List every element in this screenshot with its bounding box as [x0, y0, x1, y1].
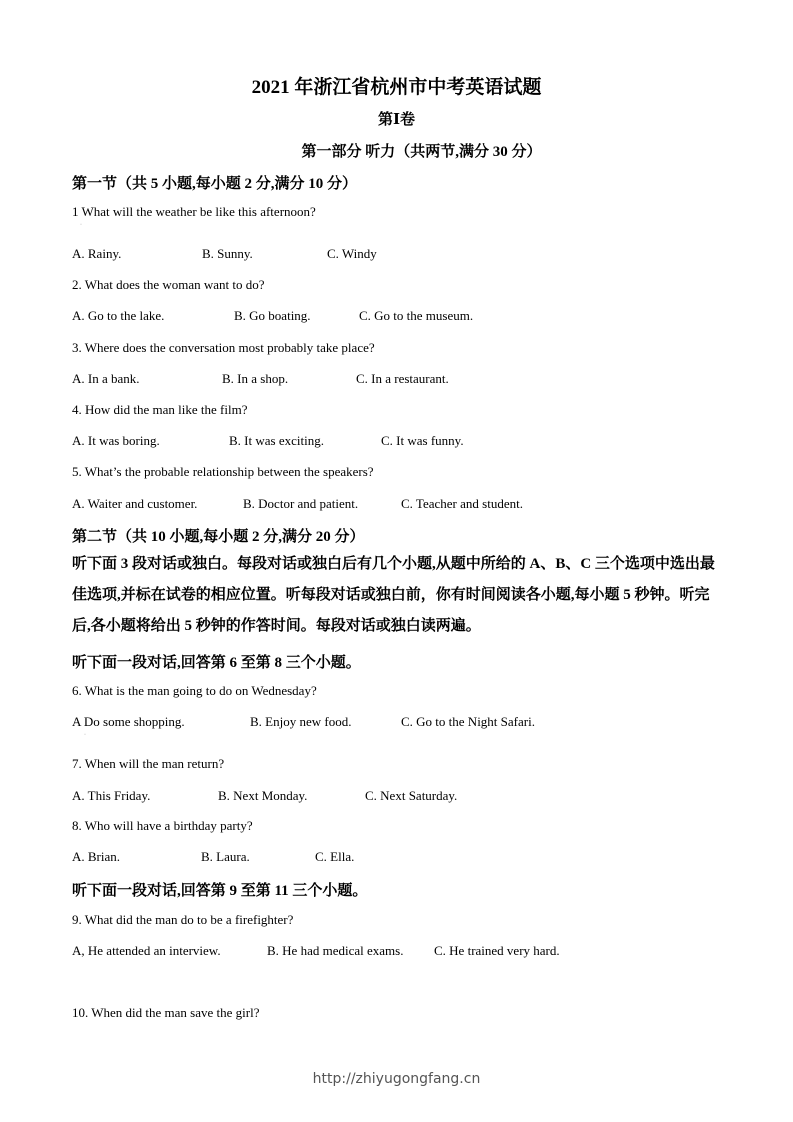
q9-option-a: A, He attended an interview. — [72, 943, 221, 958]
stray-dot: · — [80, 222, 82, 228]
q8-option-b: B. Laura. — [201, 849, 250, 864]
q6-option-b: B. Enjoy new food. — [250, 714, 352, 729]
question-6: 6. What is the man going to do on Wednesday? — [72, 683, 317, 698]
question-1: 1 What will the weather be like this afternoon? — [72, 204, 316, 219]
document-title: 2021 年浙江省杭州市中考英语试题 — [251, 77, 542, 98]
dialogue-2-instruction: 听下面一段对话,回答第 9 至第 11 三个小题。 — [72, 883, 368, 899]
q4-option-c: C. It was funny. — [381, 433, 464, 448]
q6-option-a: A Do some shopping. — [72, 714, 185, 729]
section2-instruction: 听下面 3 段对话或独白。每段对话或独白后有几个小题,从题中所给的 A、B、C 三个选项中选出最佳选项,并标在试卷的相应位置。听每段对话或独白前，你有时间阅读各小题,每小题 5 秒钟。听完后,各小题将给出 5 秒钟的作答时间。每段对话或独白读两遍。 — [72, 556, 715, 634]
q2-option-c: C. Go to the museum. — [359, 308, 474, 323]
question-3: 3. Where does the conversation most probably take place? — [72, 340, 375, 355]
q4-option-b: B. It was exciting. — [229, 433, 324, 448]
q1-option-a: A. Rainy. — [72, 246, 122, 261]
q7-option-c: C. Next Saturday. — [365, 788, 458, 803]
q3-option-c: C. In a restaurant. — [356, 371, 449, 386]
section1-heading: 第一节（共 5 小题,每小题 2 分,满分 10 分） — [72, 176, 358, 192]
q3-option-a: A. In a bank. — [72, 371, 140, 386]
part-heading: 第一部分 听力（共两节,满分 30 分） — [301, 144, 542, 160]
question-8: 8. Who will have a birthday party? — [72, 818, 253, 833]
q8-option-a: A. Brian. — [72, 849, 121, 864]
question-5: 5. What’s the probable relationship between the speakers? — [72, 464, 374, 479]
q7-option-b: B. Next Monday. — [218, 788, 308, 803]
q4-option-a: A. It was boring. — [72, 433, 160, 448]
q2-option-b: B. Go boating. — [234, 308, 311, 323]
q2-option-a: A. Go to the lake. — [72, 308, 165, 323]
q1-option-c: C. Windy — [327, 246, 377, 261]
stray-dot: · — [84, 732, 86, 738]
q7-option-a: A. This Friday. — [72, 788, 151, 803]
volume-heading: 第Ⅰ卷 — [377, 112, 416, 128]
q9-option-b: B. He had medical exams. — [267, 943, 404, 958]
q5-option-a: A. Waiter and customer. — [72, 496, 198, 511]
q8-option-c: C. Ella. — [315, 849, 355, 864]
q3-option-b: B. In a shop. — [222, 371, 289, 386]
q1-option-b: B. Sunny. — [202, 246, 253, 261]
q9-option-c: C. He trained very hard. — [434, 943, 560, 958]
section2-heading: 第二节（共 10 小题,每小题 2 分,满分 20 分） — [72, 529, 365, 545]
footer-url[interactable]: http://zhiyugongfang.cn — [312, 1071, 481, 1087]
question-4: 4. How did the man like the film? — [72, 402, 248, 417]
q6-option-c: C. Go to the Night Safari. — [401, 714, 535, 729]
q5-option-c: C. Teacher and student. — [401, 496, 523, 511]
question-7: 7. When will the man return? — [72, 756, 225, 771]
question-9: 9. What did the man do to be a firefighter? — [72, 912, 294, 927]
dialogue-1-instruction: 听下面一段对话,回答第 6 至第 8 三个小题。 — [72, 655, 361, 671]
question-2: 2. What does the woman want to do? — [72, 277, 265, 292]
question-10: 10. When did the man save the girl? — [72, 1005, 260, 1020]
q5-option-b: B. Doctor and patient. — [243, 496, 359, 511]
